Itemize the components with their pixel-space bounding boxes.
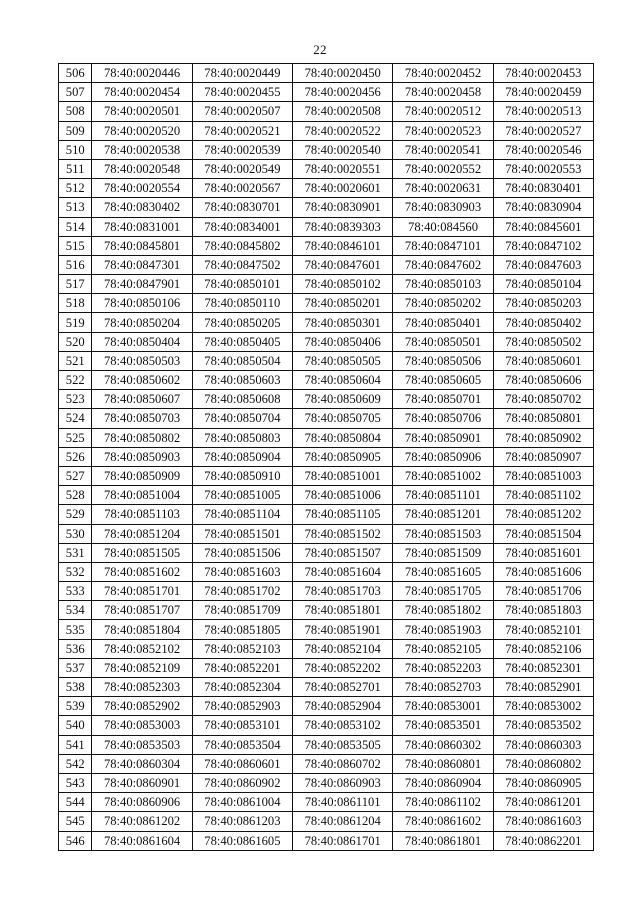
cadastral-number-cell: 78:40:0850802 xyxy=(92,428,192,447)
table-row xyxy=(59,351,594,370)
row-number: 543 xyxy=(59,773,92,792)
row-number: 545 xyxy=(59,812,92,831)
cadastral-number-cell: 78:40:0861204 xyxy=(293,812,393,831)
cadastral-number-cell: 78:40:0852301 xyxy=(493,658,593,677)
table-row xyxy=(59,639,594,658)
cadastral-number-cell: 78:40:0851002 xyxy=(393,466,493,485)
cadastral-number-cell: 78:40:0851201 xyxy=(393,505,493,524)
row-number: 511 xyxy=(59,159,92,178)
table-row xyxy=(59,255,594,274)
cadastral-number-cell: 78:40:0020446 xyxy=(92,64,192,83)
cadastral-number-cell: 78:40:0830904 xyxy=(493,198,593,217)
cadastral-number-cell: 78:40:0860905 xyxy=(493,773,593,792)
table-row xyxy=(59,601,594,620)
row-number: 534 xyxy=(59,601,92,620)
table-row xyxy=(59,773,594,792)
cadastral-number-cell: 78:40:0852103 xyxy=(192,639,292,658)
cadastral-numbers-table xyxy=(58,63,594,851)
cadastral-number-cell: 78:40:0850803 xyxy=(192,428,292,447)
cadastral-number-cell: 78:40:0850804 xyxy=(293,428,393,447)
cadastral-number-cell: 78:40:0834001 xyxy=(192,217,292,236)
cadastral-number-cell: 78:40:0850406 xyxy=(293,332,393,351)
cadastral-number-cell: 78:40:0850402 xyxy=(493,313,593,332)
cadastral-number-cell: 78:40:0850603 xyxy=(192,371,292,390)
cadastral-number-cell: 78:40:0020507 xyxy=(192,102,292,121)
cadastral-number-cell: 78:40:0850702 xyxy=(493,390,593,409)
cadastral-number-cell: 78:40:0020631 xyxy=(393,179,493,198)
cadastral-number-cell: 78:40:0020548 xyxy=(92,159,192,178)
cadastral-number-cell: 78:40:0852902 xyxy=(92,697,192,716)
row-number: 510 xyxy=(59,140,92,159)
row-number: 530 xyxy=(59,524,92,543)
cadastral-number-cell: 78:40:0852303 xyxy=(92,678,192,697)
cadastral-number-cell: 78:40:0861603 xyxy=(493,812,593,831)
cadastral-number-cell: 78:40:0850404 xyxy=(92,332,192,351)
cadastral-number-cell: 78:40:0851705 xyxy=(393,582,493,601)
cadastral-number-cell: 78:40:0851001 xyxy=(293,466,393,485)
table-row xyxy=(59,543,594,562)
cadastral-number-cell: 78:40:0851606 xyxy=(493,562,593,581)
cadastral-number-cell: 78:40:0852104 xyxy=(293,639,393,658)
cadastral-number-cell: 78:40:0020522 xyxy=(293,121,393,140)
cadastral-number-cell: 78:40:0851104 xyxy=(192,505,292,524)
cadastral-number-cell: 78:40:0830402 xyxy=(92,198,192,217)
cadastral-number-cell: 78:40:0851501 xyxy=(192,524,292,543)
row-number: 531 xyxy=(59,543,92,562)
row-number: 537 xyxy=(59,658,92,677)
row-number: 523 xyxy=(59,390,92,409)
row-number: 529 xyxy=(59,505,92,524)
cadastral-number-cell: 78:40:0847603 xyxy=(493,255,593,274)
cadastral-number-cell: 78:40:0020527 xyxy=(493,121,593,140)
cadastral-number-cell: 78:40:0851604 xyxy=(293,562,393,581)
table-row xyxy=(59,313,594,332)
cadastral-number-cell: 78:40:0850505 xyxy=(293,351,393,370)
table-row xyxy=(59,658,594,677)
cadastral-number-cell: 78:40:0020567 xyxy=(192,179,292,198)
cadastral-number-cell: 78:40:0851506 xyxy=(192,543,292,562)
cadastral-number-cell: 78:40:0851204 xyxy=(92,524,192,543)
cadastral-number-cell: 78:40:0851804 xyxy=(92,620,192,639)
row-number: 520 xyxy=(59,332,92,351)
cadastral-number-cell: 78:40:0020520 xyxy=(92,121,192,140)
cadastral-number-cell: 78:40:0852703 xyxy=(393,678,493,697)
row-number: 535 xyxy=(59,620,92,639)
cadastral-number-cell: 78:40:0850605 xyxy=(393,371,493,390)
cadastral-number-cell: 78:40:0851006 xyxy=(293,486,393,505)
cadastral-number-cell: 78:40:0851504 xyxy=(493,524,593,543)
cadastral-number-cell: 78:40:0850102 xyxy=(293,275,393,294)
cadastral-number-cell: 78:40:0851003 xyxy=(493,466,593,485)
cadastral-number-cell: 78:40:0020459 xyxy=(493,83,593,102)
table-row xyxy=(59,697,594,716)
cadastral-number-cell: 78:40:0020552 xyxy=(393,159,493,178)
cadastral-number-cell: 78:40:0850609 xyxy=(293,390,393,409)
table-body xyxy=(59,64,594,851)
cadastral-number-cell: 78:40:0020523 xyxy=(393,121,493,140)
table-row xyxy=(59,620,594,639)
cadastral-number-cell: 78:40:0852304 xyxy=(192,678,292,697)
cadastral-number-cell: 78:40:0851701 xyxy=(92,582,192,601)
cadastral-number-cell: 78:40:0847101 xyxy=(393,236,493,255)
table-row xyxy=(59,179,594,198)
cadastral-number-cell: 78:40:0850607 xyxy=(92,390,192,409)
table-row xyxy=(59,217,594,236)
table-row xyxy=(59,102,594,121)
cadastral-number-cell: 78:40:0020538 xyxy=(92,140,192,159)
cadastral-number-cell: 78:40:0851702 xyxy=(192,582,292,601)
cadastral-number-cell: 78:40:0830903 xyxy=(393,198,493,217)
cadastral-number-cell: 78:40:0850401 xyxy=(393,313,493,332)
table-row xyxy=(59,524,594,543)
cadastral-number-cell: 78:40:0852202 xyxy=(293,658,393,677)
row-number: 521 xyxy=(59,351,92,370)
table-row xyxy=(59,582,594,601)
cadastral-number-cell: 78:40:0846101 xyxy=(293,236,393,255)
row-number: 519 xyxy=(59,313,92,332)
row-number: 509 xyxy=(59,121,92,140)
cadastral-number-cell: 78:40:0851005 xyxy=(192,486,292,505)
cadastral-number-cell: 78:40:0830401 xyxy=(493,179,593,198)
cadastral-number-cell: 78:40:0852101 xyxy=(493,620,593,639)
table-row xyxy=(59,831,594,850)
cadastral-number-cell: 78:40:0850503 xyxy=(92,351,192,370)
cadastral-number-cell: 78:40:0020455 xyxy=(192,83,292,102)
table-row xyxy=(59,159,594,178)
table-row xyxy=(59,716,594,735)
cadastral-number-cell: 78:40:0850606 xyxy=(493,371,593,390)
cadastral-number-cell: 78:40:0851707 xyxy=(92,601,192,620)
cadastral-number-cell: 78:40:0845801 xyxy=(92,236,192,255)
cadastral-number-cell: 78:40:0861604 xyxy=(92,831,192,850)
cadastral-number-cell: 78:40:0850504 xyxy=(192,351,292,370)
cadastral-number-cell: 78:40:0020450 xyxy=(293,64,393,83)
cadastral-number-cell: 78:40:0852901 xyxy=(493,678,593,697)
cadastral-number-cell: 78:40:0860901 xyxy=(92,773,192,792)
cadastral-number-cell: 78:40:0851805 xyxy=(192,620,292,639)
cadastral-number-cell: 78:40:0851801 xyxy=(293,601,393,620)
cadastral-number-cell: 78:40:0853501 xyxy=(393,716,493,735)
cadastral-number-cell: 78:40:0839303 xyxy=(293,217,393,236)
row-number: 508 xyxy=(59,102,92,121)
cadastral-number-cell: 78:40:0852904 xyxy=(293,697,393,716)
cadastral-number-cell: 78:40:0850506 xyxy=(393,351,493,370)
cadastral-number-cell: 78:40:0851802 xyxy=(393,601,493,620)
cadastral-number-cell: 78:40:0853002 xyxy=(493,697,593,716)
cadastral-number-cell: 78:40:0851503 xyxy=(393,524,493,543)
cadastral-number-cell: 78:40:0845802 xyxy=(192,236,292,255)
cadastral-number-cell: 78:40:0852109 xyxy=(92,658,192,677)
table-row xyxy=(59,332,594,351)
cadastral-number-cell: 78:40:0020553 xyxy=(493,159,593,178)
row-number: 546 xyxy=(59,831,92,850)
cadastral-number-cell: 78:40:0850103 xyxy=(393,275,493,294)
table-row xyxy=(59,678,594,697)
table-row xyxy=(59,562,594,581)
row-number: 524 xyxy=(59,409,92,428)
table-row xyxy=(59,428,594,447)
cadastral-number-cell: 78:40:0851505 xyxy=(92,543,192,562)
table-row xyxy=(59,812,594,831)
cadastral-number-cell: 78:40:0847102 xyxy=(493,236,593,255)
table-row xyxy=(59,466,594,485)
cadastral-number-cell: 78:40:0020521 xyxy=(192,121,292,140)
cadastral-number-cell: 78:40:0020501 xyxy=(92,102,192,121)
table-row xyxy=(59,371,594,390)
cadastral-number-cell: 78:40:0861202 xyxy=(92,812,192,831)
cadastral-number-cell: 78:40:0851105 xyxy=(293,505,393,524)
cadastral-number-cell: 78:40:0853001 xyxy=(393,697,493,716)
cadastral-number-cell: 78:40:0850204 xyxy=(92,313,192,332)
cadastral-number-cell: 78:40:0851004 xyxy=(92,486,192,505)
row-number: 525 xyxy=(59,428,92,447)
cadastral-number-cell: 78:40:0850205 xyxy=(192,313,292,332)
cadastral-number-cell: 78:40:0852102 xyxy=(92,639,192,658)
cadastral-number-cell: 78:40:0850104 xyxy=(493,275,593,294)
cadastral-number-cell: 78:40:0850201 xyxy=(293,294,393,313)
cadastral-number-cell: 78:40:0850110 xyxy=(192,294,292,313)
table-row xyxy=(59,198,594,217)
table-row xyxy=(59,236,594,255)
cadastral-number-cell: 78:40:0851509 xyxy=(393,543,493,562)
cadastral-number-cell: 78:40:0850101 xyxy=(192,275,292,294)
cadastral-number-cell: 78:40:0850703 xyxy=(92,409,192,428)
cadastral-number-cell: 78:40:0850905 xyxy=(293,447,393,466)
row-number: 518 xyxy=(59,294,92,313)
cadastral-number-cell: 78:40:0850602 xyxy=(92,371,192,390)
cadastral-number-cell: 78:40:0020454 xyxy=(92,83,192,102)
table-row xyxy=(59,390,594,409)
table-row xyxy=(59,275,594,294)
cadastral-number-cell: 78:40:0020551 xyxy=(293,159,393,178)
cadastral-number-cell: 78:40:0852903 xyxy=(192,697,292,716)
cadastral-number-cell: 78:40:0851605 xyxy=(393,562,493,581)
cadastral-number-cell: 78:40:0851502 xyxy=(293,524,393,543)
cadastral-number-cell: 78:40:0850801 xyxy=(493,409,593,428)
cadastral-number-cell: 78:40:0860304 xyxy=(92,754,192,773)
cadastral-number-cell: 78:40:0850501 xyxy=(393,332,493,351)
table-row xyxy=(59,121,594,140)
cadastral-number-cell: 78:40:0862201 xyxy=(493,831,593,850)
cadastral-number-cell: 78:40:0860302 xyxy=(393,735,493,754)
cadastral-number-cell: 78:40:0851803 xyxy=(493,601,593,620)
cadastral-number-cell: 78:40:0850301 xyxy=(293,313,393,332)
cadastral-number-cell: 78:40:0850704 xyxy=(192,409,292,428)
row-number: 533 xyxy=(59,582,92,601)
table-row xyxy=(59,793,594,812)
cadastral-number-cell: 78:40:0020512 xyxy=(393,102,493,121)
cadastral-number-cell: 78:40:0860902 xyxy=(192,773,292,792)
cadastral-number-cell: 78:40:0860904 xyxy=(393,773,493,792)
row-number: 540 xyxy=(59,716,92,735)
cadastral-number-cell: 78:40:0020541 xyxy=(393,140,493,159)
row-number: 539 xyxy=(59,697,92,716)
cadastral-number-cell: 78:40:0850502 xyxy=(493,332,593,351)
cadastral-number-cell: 78:40:0860303 xyxy=(493,735,593,754)
row-number: 532 xyxy=(59,562,92,581)
row-number: 515 xyxy=(59,236,92,255)
cadastral-number-cell: 78:40:0861203 xyxy=(192,812,292,831)
cadastral-number-cell: 78:40:0847602 xyxy=(393,255,493,274)
cadastral-number-cell: 78:40:0020546 xyxy=(493,140,593,159)
cadastral-number-cell: 78:40:0850910 xyxy=(192,466,292,485)
row-number: 513 xyxy=(59,198,92,217)
cadastral-number-cell: 78:40:0852201 xyxy=(192,658,292,677)
table-row xyxy=(59,505,594,524)
cadastral-number-cell: 78:40:0861201 xyxy=(493,793,593,812)
cadastral-number-cell: 78:40:0020540 xyxy=(293,140,393,159)
table-row xyxy=(59,735,594,754)
cadastral-number-cell: 78:40:0853102 xyxy=(293,716,393,735)
cadastral-number-cell: 78:40:0850902 xyxy=(493,428,593,447)
row-number: 512 xyxy=(59,179,92,198)
cadastral-number-cell: 78:40:0851601 xyxy=(493,543,593,562)
table-row xyxy=(59,486,594,505)
page-number: 22 xyxy=(313,42,327,57)
row-number: 522 xyxy=(59,371,92,390)
cadastral-number-cell: 78:40:0853504 xyxy=(192,735,292,754)
cadastral-number-cell: 78:40:0851103 xyxy=(92,505,192,524)
cadastral-number-cell: 78:40:0020449 xyxy=(192,64,292,83)
cadastral-number-cell: 78:40:0020539 xyxy=(192,140,292,159)
cadastral-number-cell: 78:40:0861801 xyxy=(393,831,493,850)
cadastral-number-cell: 78:40:0847901 xyxy=(92,275,192,294)
cadastral-number-cell: 78:40:0847301 xyxy=(92,255,192,274)
cadastral-number-cell: 78:40:0861004 xyxy=(192,793,292,812)
cadastral-number-cell: 78:40:0850705 xyxy=(293,409,393,428)
cadastral-number-cell: 78:40:0020513 xyxy=(493,102,593,121)
cadastral-number-cell: 78:40:0852203 xyxy=(393,658,493,677)
cadastral-number-cell: 78:40:0860702 xyxy=(293,754,393,773)
row-number: 516 xyxy=(59,255,92,274)
cadastral-number-cell: 78:40:0852105 xyxy=(393,639,493,658)
cadastral-number-cell: 78:40:0850901 xyxy=(393,428,493,447)
cadastral-number-cell: 78:40:0020456 xyxy=(293,83,393,102)
cadastral-number-cell: 78:40:0861701 xyxy=(293,831,393,850)
row-number: 514 xyxy=(59,217,92,236)
row-number: 506 xyxy=(59,64,92,83)
cadastral-number-cell: 78:40:0850203 xyxy=(493,294,593,313)
table-row xyxy=(59,447,594,466)
cadastral-number-cell: 78:40:0851709 xyxy=(192,601,292,620)
cadastral-number-cell: 78:40:0860802 xyxy=(493,754,593,773)
cadastral-number-cell: 78:40:0851901 xyxy=(293,620,393,639)
cadastral-number-cell: 78:40:0847601 xyxy=(293,255,393,274)
cadastral-number-cell: 78:40:0851903 xyxy=(393,620,493,639)
cadastral-number-cell: 78:40:0852701 xyxy=(293,678,393,697)
cadastral-number-cell: 78:40:0861605 xyxy=(192,831,292,850)
cadastral-number-cell: 78:40:0861101 xyxy=(293,793,393,812)
cadastral-number-cell: 78:40:0830701 xyxy=(192,198,292,217)
table-row xyxy=(59,409,594,428)
row-number: 542 xyxy=(59,754,92,773)
table-row xyxy=(59,140,594,159)
cadastral-number-cell: 78:40:0860601 xyxy=(192,754,292,773)
cadastral-number-cell: 78:40:0831001 xyxy=(92,217,192,236)
cadastral-number-cell: 78:40:0020549 xyxy=(192,159,292,178)
cadastral-number-cell: 78:40:0020452 xyxy=(393,64,493,83)
cadastral-number-cell: 78:40:0850106 xyxy=(92,294,192,313)
cadastral-number-cell: 78:40:0860906 xyxy=(92,793,192,812)
cadastral-number-cell: 78:40:0861602 xyxy=(393,812,493,831)
cadastral-number-cell: 78:40:0853502 xyxy=(493,716,593,735)
cadastral-number-cell: 78:40:084560 xyxy=(393,217,493,236)
cadastral-number-cell: 78:40:0853505 xyxy=(293,735,393,754)
cadastral-number-cell: 78:40:0851507 xyxy=(293,543,393,562)
cadastral-number-cell: 78:40:0851102 xyxy=(493,486,593,505)
row-number: 541 xyxy=(59,735,92,754)
cadastral-number-cell: 78:40:0020554 xyxy=(92,179,192,198)
cadastral-number-cell: 78:40:0853101 xyxy=(192,716,292,735)
cadastral-number-cell: 78:40:0020453 xyxy=(493,64,593,83)
cadastral-number-cell: 78:40:0851703 xyxy=(293,582,393,601)
cadastral-number-cell: 78:40:0020458 xyxy=(393,83,493,102)
cadastral-number-cell: 78:40:0847502 xyxy=(192,255,292,274)
cadastral-number-cell: 78:40:0851603 xyxy=(192,562,292,581)
cadastral-number-cell: 78:40:0850906 xyxy=(393,447,493,466)
cadastral-number-cell: 78:40:0853503 xyxy=(92,735,192,754)
cadastral-number-cell: 78:40:0850405 xyxy=(192,332,292,351)
cadastral-number-cell: 78:40:0860801 xyxy=(393,754,493,773)
cadastral-number-cell: 78:40:0850907 xyxy=(493,447,593,466)
cadastral-number-cell: 78:40:0850604 xyxy=(293,371,393,390)
cadastral-number-cell: 78:40:0861102 xyxy=(393,793,493,812)
cadastral-number-cell: 78:40:0851202 xyxy=(493,505,593,524)
row-number: 527 xyxy=(59,466,92,485)
cadastral-number-cell: 78:40:0851602 xyxy=(92,562,192,581)
cadastral-number-cell: 78:40:0851101 xyxy=(393,486,493,505)
cadastral-number-cell: 78:40:0020508 xyxy=(293,102,393,121)
cadastral-number-cell: 78:40:0850903 xyxy=(92,447,192,466)
row-number: 544 xyxy=(59,793,92,812)
cadastral-number-cell: 78:40:0850706 xyxy=(393,409,493,428)
cadastral-number-cell: 78:40:0020601 xyxy=(293,179,393,198)
cadastral-number-cell: 78:40:0830901 xyxy=(293,198,393,217)
cadastral-number-cell: 78:40:0850202 xyxy=(393,294,493,313)
table-row xyxy=(59,83,594,102)
table-row xyxy=(59,294,594,313)
row-number: 526 xyxy=(59,447,92,466)
cadastral-number-cell: 78:40:0850909 xyxy=(92,466,192,485)
cadastral-number-cell: 78:40:0850601 xyxy=(493,351,593,370)
row-number: 507 xyxy=(59,83,92,102)
cadastral-number-cell: 78:40:0845601 xyxy=(493,217,593,236)
cadastral-number-cell: 78:40:0852106 xyxy=(493,639,593,658)
row-number: 517 xyxy=(59,275,92,294)
cadastral-number-cell: 78:40:0851706 xyxy=(493,582,593,601)
cadastral-number-cell: 78:40:0853003 xyxy=(92,716,192,735)
cadastral-number-cell: 78:40:0850608 xyxy=(192,390,292,409)
cadastral-number-cell: 78:40:0850904 xyxy=(192,447,292,466)
table-row xyxy=(59,754,594,773)
row-number: 538 xyxy=(59,678,92,697)
cadastral-number-cell: 78:40:0850701 xyxy=(393,390,493,409)
row-number: 536 xyxy=(59,639,92,658)
cadastral-number-cell: 78:40:0860903 xyxy=(293,773,393,792)
table-row xyxy=(59,64,594,83)
row-number: 528 xyxy=(59,486,92,505)
